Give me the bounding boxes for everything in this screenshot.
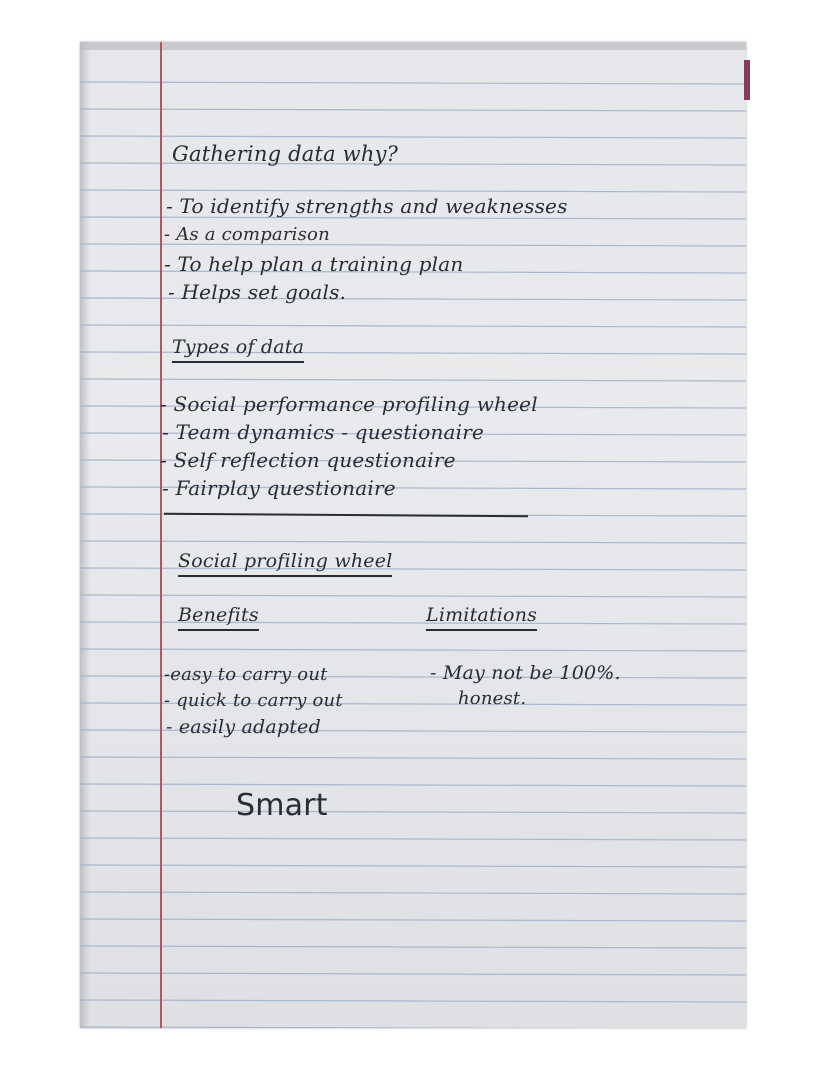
heading-limitations (426, 604, 537, 626)
why-item: - To identify strengths and weaknesses (166, 194, 568, 218)
ruled-line (80, 973, 746, 975)
why-item: - To help plan a training plan (164, 252, 464, 276)
heading-gathering-data: Gathering data why? (172, 142, 399, 166)
ruled-line (80, 136, 746, 138)
ruled-line (80, 892, 746, 894)
type-item: - Self reflection questionaire (160, 448, 456, 472)
ruled-line (80, 325, 746, 327)
ruled-line (80, 757, 746, 759)
ruled-line (80, 946, 746, 948)
benefits-heading-text: Benefits (178, 604, 259, 631)
margin-line (160, 42, 162, 1028)
limitation-item: - May not be 100%. (430, 662, 621, 684)
heading-social-profiling-wheel (178, 550, 392, 572)
ruled-line (80, 811, 746, 813)
ruled-line (80, 109, 746, 111)
benefit-item: - easily adapted (166, 716, 321, 738)
ruled-line (80, 82, 746, 84)
ruled-line (80, 865, 746, 867)
ruled-line (80, 784, 746, 786)
type-item: - Fairplay questionaire (162, 476, 396, 500)
smart-word: Smart (236, 788, 328, 823)
limitations-heading-text: Limitations (426, 604, 537, 631)
why-item: - Helps set goals. (168, 280, 347, 304)
background-sliver (744, 60, 750, 100)
ruled-line (80, 190, 746, 192)
why-item: - As a comparison (164, 224, 330, 245)
benefit-item: - quick to carry out (164, 690, 343, 711)
ruled-lines (80, 42, 746, 1028)
wheel-heading-text: Social profiling wheel (178, 550, 392, 577)
ruled-line (80, 1027, 746, 1028)
ruled-line (80, 1000, 746, 1002)
heading-types-of-data (172, 336, 304, 358)
types-heading-text: Types of data (172, 336, 304, 363)
type-item: - Social performance profiling wheel (160, 392, 538, 416)
notebook-page (80, 42, 746, 1028)
ruled-line (80, 649, 746, 651)
ruled-line (80, 379, 746, 381)
type-item: - Team dynamics - questionaire (162, 420, 485, 444)
ruled-line (80, 541, 746, 543)
benefit-item: -easy to carry out (164, 664, 328, 685)
limitation-item: honest. (458, 688, 527, 709)
heading-benefits (178, 604, 259, 626)
ruled-line (80, 838, 746, 840)
ruled-line (80, 595, 746, 597)
ruled-line (80, 919, 746, 921)
